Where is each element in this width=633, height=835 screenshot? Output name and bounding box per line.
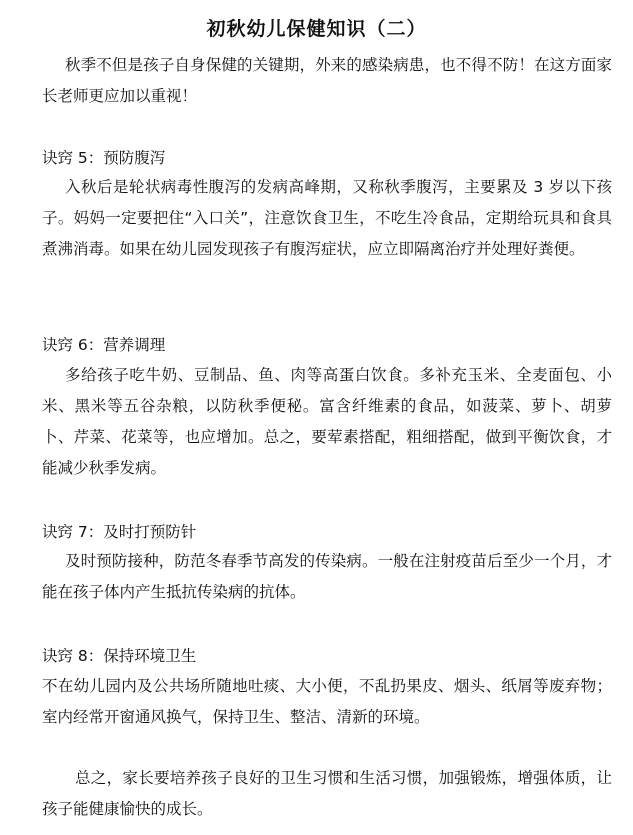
section-heading-5: 诀窍 5：预防腹泻	[42, 149, 166, 167]
section-heading-7: 诀窍 7：及时打预防针	[42, 523, 197, 541]
section-body-8: 不在幼儿园内及公共场所随地吐痰、大小便，不乱扔果皮、烟头、纸屑等废弃物；室内经常开窗通风换气，保持卫生、整洁、清新的环境。	[42, 677, 612, 726]
document-title: 初秋幼儿保健知识（二）	[206, 18, 427, 40]
section-body-7: 及时预防接种，防范冬春季节高发的传染病。一般在注射疫苗后至少一个月，才能在孩子体内产生抵抗传染病的抗体。	[42, 552, 612, 601]
conclusion-paragraph: 总之，家长要培养孩子良好的卫生习惯和生活习惯，加强锻炼，增强体质，让孩子能健康愉快的成长。	[42, 769, 612, 818]
section-heading-6: 诀窍 6：营养调理	[42, 336, 166, 354]
section-body-5: 入秋后是轮状病毒性腹泻的发病高峰期，又称秋季腹泻，主要累及 3 岁以下孩子。妈妈一定要把住“入口关”，注意饮食卫生，不吃生冷食品，定期给玩具和食具煮沸消毒。如果在幼儿园发现孩子有腹泻症状，应立即隔离治疗并处理好粪便。	[42, 178, 612, 258]
section-heading-8: 诀窍 8：保持环境卫生	[42, 647, 197, 665]
section-body-6: 多给孩子吃牛奶、豆制品、鱼、肉等高蛋白饮食。多补充玉米、全麦面包、小米、黑米等五谷杂粮，以防秋季便秘。富含纤维素的食品，如菠菜、萝卜、胡萝卜、芹菜、花菜等，也应增加。总之，要荤素搭配，粗细搭配，做到平衡饮食，才能减少秋季发病。	[42, 366, 612, 477]
intro-paragraph: 秋季不但是孩子自身保健的关键期，外来的感染病患，也不得不防！在这方面家长老师更应加以重视！	[42, 56, 612, 105]
